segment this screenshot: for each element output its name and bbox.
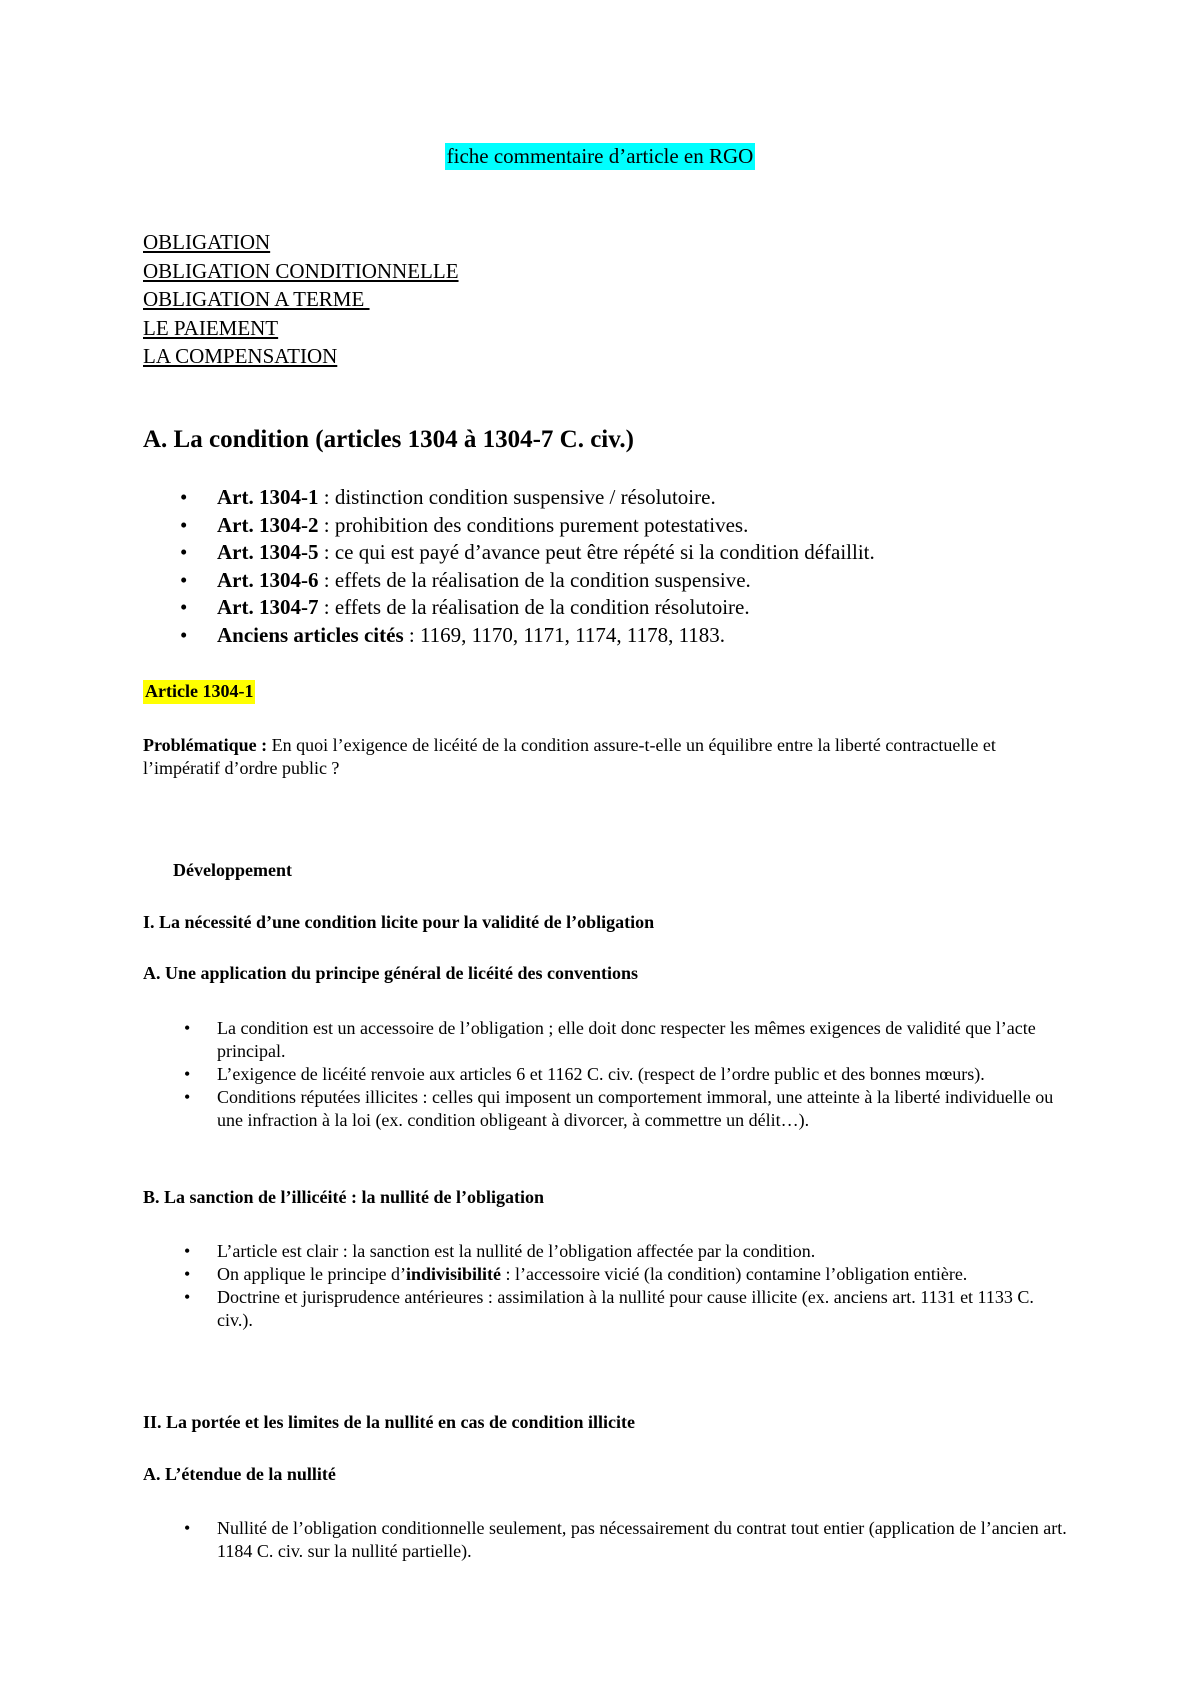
- article-label-highlight: Article 1304-1: [143, 680, 255, 704]
- part1-subB-list: [143, 1240, 1068, 1332]
- list-item: • Nullité de l’obligation conditionnelle seulement, pas nécessairement du contrat tout entier (application de l’ancien art. 1184 C. civ. sur la nullité partielle).: [143, 1517, 1068, 1563]
- list-item: [143, 539, 1043, 567]
- emphasis-text: indivisibilité: [405, 1264, 501, 1284]
- list-item: • La condition est un accessoire de l’obligation ; elle doit donc respecter les mêmes exigences de validité que l’acte principal.: [143, 1017, 1068, 1063]
- article-desc: : effets de la réalisation de la condition résolutoire.: [318, 595, 750, 619]
- list-item: [143, 622, 1043, 650]
- part2-subA-heading: A. L’étendue de la nullité: [143, 1464, 336, 1484]
- list-item: [143, 594, 1043, 622]
- article-summary-list: [143, 484, 1043, 649]
- article-ref: Art. 1304-6: [217, 567, 319, 592]
- part2-heading: II. La portée et les limites de la nullité en cas de condition illicite: [143, 1412, 635, 1432]
- article-desc: : 1169, 1170, 1171, 1174, 1178, 1183.: [403, 622, 726, 647]
- article-ref: Art. 1304-1: [217, 485, 319, 509]
- part1-subB-heading: B. La sanction de l’illicéité : la nullité de l’obligation: [143, 1187, 545, 1207]
- topic-item: LE PAIEMENT: [143, 315, 279, 340]
- list-item: • L’article est clair : la sanction est la nullité de l’obligation affectée par la condition.: [143, 1240, 1068, 1263]
- article-desc: : effets de la réalisation de la condition suspensive.: [318, 567, 751, 592]
- part1-subA-heading: A. Une application du principe général de licéité des conventions: [143, 963, 638, 983]
- article-label: [143, 681, 255, 702]
- article-desc: : prohibition des conditions purement potestatives.: [318, 512, 749, 537]
- article-ref: Art. 1304-7: [217, 595, 319, 619]
- problematique-text: En quoi l’exigence de licéité de la condition assure-t-elle un équilibre entre la liberté contractuelle et l’impératif d’ordre public ?: [143, 735, 996, 778]
- list-item: • L’exigence de licéité renvoie aux articles 6 et 1162 C. civ. (respect de l’ordre public et des bonnes mœurs).: [143, 1063, 1068, 1086]
- list-item: [143, 512, 1043, 540]
- list-item: • Doctrine et jurisprudence antérieures : assimilation à la nullité pour cause illicite (ex. anciens art. 1131 et 1133 C. civ.).: [143, 1286, 1068, 1332]
- list-item: [143, 567, 1043, 595]
- topic-item: OBLIGATION: [143, 230, 271, 254]
- article-desc: : distinction condition suspensive / résolutoire.: [318, 485, 716, 509]
- document-title-wrap: [0, 144, 1200, 169]
- topic-item: OBLIGATION CONDITIONNELLE: [143, 258, 459, 283]
- section-a-heading: A. La condition (articles 1304 à 1304-7 C. civ.): [143, 426, 634, 453]
- list-item: • Conditions réputées illicites : celles qui imposent un comportement immoral, une atteinte à la liberté individuelle ou une infraction à la loi (ex. condition obligeant à divorcer, à commettre un délit…).: [143, 1086, 1068, 1132]
- topic-item: OBLIGATION A TERME: [143, 287, 370, 311]
- part1-subA-list: [143, 1017, 1068, 1132]
- topic-item: LA COMPENSATION: [143, 344, 338, 368]
- list-item: [143, 484, 1043, 512]
- list-item-text: On applique le principe d’: [217, 1264, 406, 1284]
- article-ref: Anciens articles cités: [217, 622, 404, 647]
- list-item: [143, 1263, 1068, 1286]
- article-ref: Art. 1304-2: [217, 512, 319, 537]
- problematique-label: Problématique :: [143, 735, 268, 755]
- developpement-heading: Développement: [173, 860, 292, 880]
- document-title: fiche commentaire d’article en RGO: [446, 144, 754, 168]
- article-ref: Art. 1304-5: [217, 540, 319, 564]
- problematique: [143, 734, 1043, 780]
- part2-subA-list: [143, 1517, 1068, 1563]
- topic-list: [143, 228, 459, 371]
- list-item-text: : l’accessoire vicié (la condition) contamine l’obligation entière.: [500, 1264, 968, 1284]
- article-desc: : ce qui est payé d’avance peut être répété si la condition défaillit.: [318, 540, 875, 564]
- part1-heading: I. La nécessité d’une condition licite pour la validité de l’obligation: [143, 912, 655, 932]
